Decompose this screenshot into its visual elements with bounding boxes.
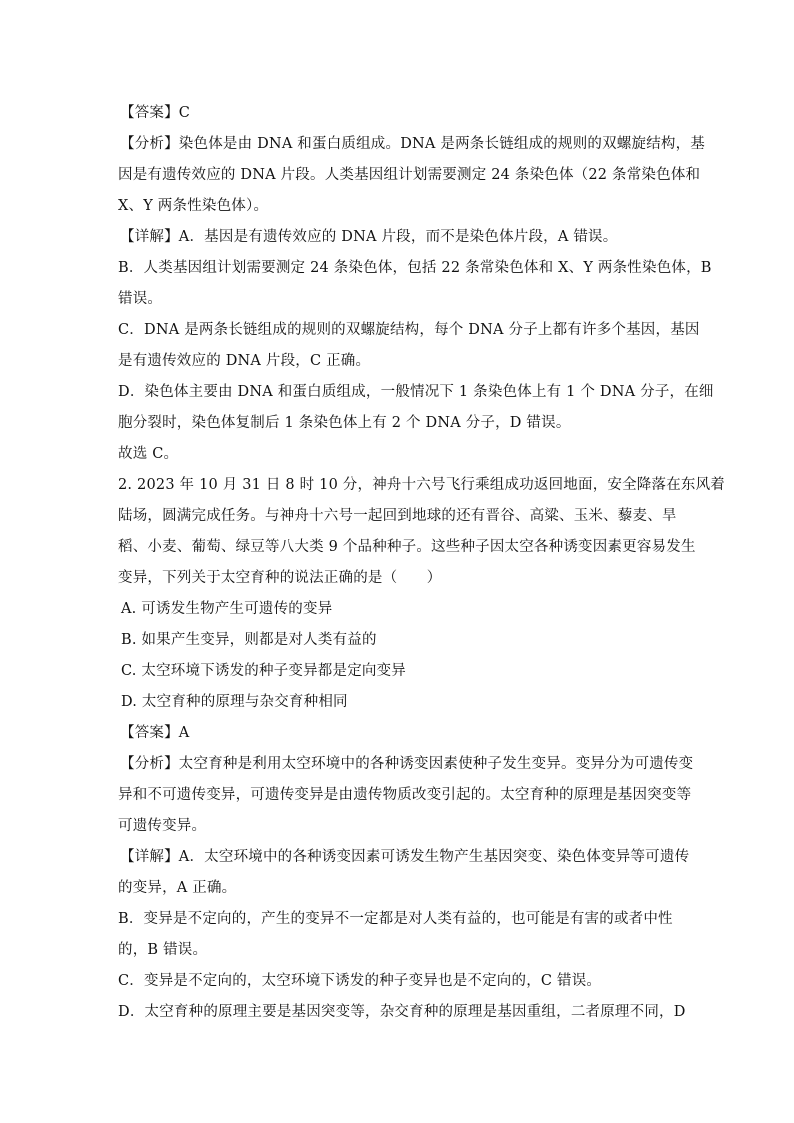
question-2-stem: 陆场，圆满完成任务。与神舟十六号一起回到地球的还有晋谷、高粱、玉米、藜麦、旱 [118, 508, 677, 524]
question-2-stem: 2. 2023 年 10 月 31 日 8 时 10 分，神舟十六号飞行乘组成功返回地面，安全降落在东风着 [118, 477, 726, 493]
analysis-line: 【分析】太空育种是利用太空环境中的各种诱变因素使种子发生变异。变异分为可遗传变 [120, 756, 694, 772]
detail-line: 【详解】A．太空环境中的各种诱变因素可诱发生物产生基因突变、染色体变异等可遗传 [120, 849, 690, 865]
option-c: C. 太空环境下诱发的种子变异都是定向变异 [121, 663, 406, 679]
conclusion-line: 故选 C。 [118, 446, 179, 462]
question-2-stem: 稻、小麦、葡萄、绿豆等八大类 9 个品种种子。这些种子因太空各种诱变因素更容易发生 [118, 539, 696, 555]
option-b: B. 如果产生变异，则都是对人类有益的 [121, 632, 377, 648]
detail-line: C．DNA 是两条长链组成的规则的双螺旋结构，每个 DNA 分子上都有许多个基因，基因 [118, 322, 700, 338]
detail-line: D．太空育种的原理主要是基因突变等，杂交育种的原理是基因重组，二者原理不同，D [118, 1004, 686, 1020]
detail-line: C．变异是不定向的，太空环境下诱发的种子变异也是不定向的，C 错误。 [118, 973, 602, 989]
detail-line: 的变异，A 正确。 [118, 880, 237, 896]
analysis-line: 可遗传变异。 [118, 818, 207, 834]
analysis-line: 因是有遗传效应的 DNA 片段。人类基因组计划需要测定 24 条染色体（22 条常染色体和 [118, 167, 701, 183]
option-d: D. 太空育种的原理与杂交育种相同 [121, 694, 348, 710]
detail-line: 【详解】A．基因是有遗传效应的 DNA 片段，而不是染色体片段，A 错误。 [120, 229, 618, 245]
detail-line: D．染色体主要由 DNA 和蛋白质组成，一般情况下 1 条染色体上有 1 个 DNA 分子，在细 [118, 384, 714, 400]
option-a: A. 可诱发生物产生可遗传的变异 [121, 601, 333, 617]
detail-line: 是有遗传效应的 DNA 片段，C 正确。 [118, 353, 371, 369]
detail-line: 错误。 [118, 291, 163, 307]
analysis-line: 异和不可遗传变异，可遗传变异是由遗传物质改变引起的。太空育种的原理是基因突变等 [118, 787, 692, 803]
answer-label-2: 【答案】A [120, 725, 190, 741]
document-body [118, 98, 726, 1028]
answer-label-1: 【答案】C [120, 105, 191, 121]
question-2-stem: 变异，下列关于太空育种的说法正确的是（ ） [118, 570, 442, 586]
analysis-line: X、Y 两条性染色体）。 [118, 198, 269, 214]
detail-line: 胞分裂时，染色体复制后 1 条染色体上有 2 个 DNA 分子，D 错误。 [118, 415, 571, 431]
detail-line: B．变异是不定向的，产生的变异不一定都是对人类有益的，也可能是有害的或者中性 [118, 911, 673, 927]
detail-line: B．人类基因组计划需要测定 24 条染色体，包括 22 条常染色体和 X、Y 两条性染色体，B [118, 260, 712, 276]
analysis-line: 【分析】染色体是由 DNA 和蛋白质组成。DNA 是两条长链组成的规则的双螺旋结构，基 [120, 136, 705, 152]
detail-line: 的，B 错误。 [118, 942, 208, 958]
